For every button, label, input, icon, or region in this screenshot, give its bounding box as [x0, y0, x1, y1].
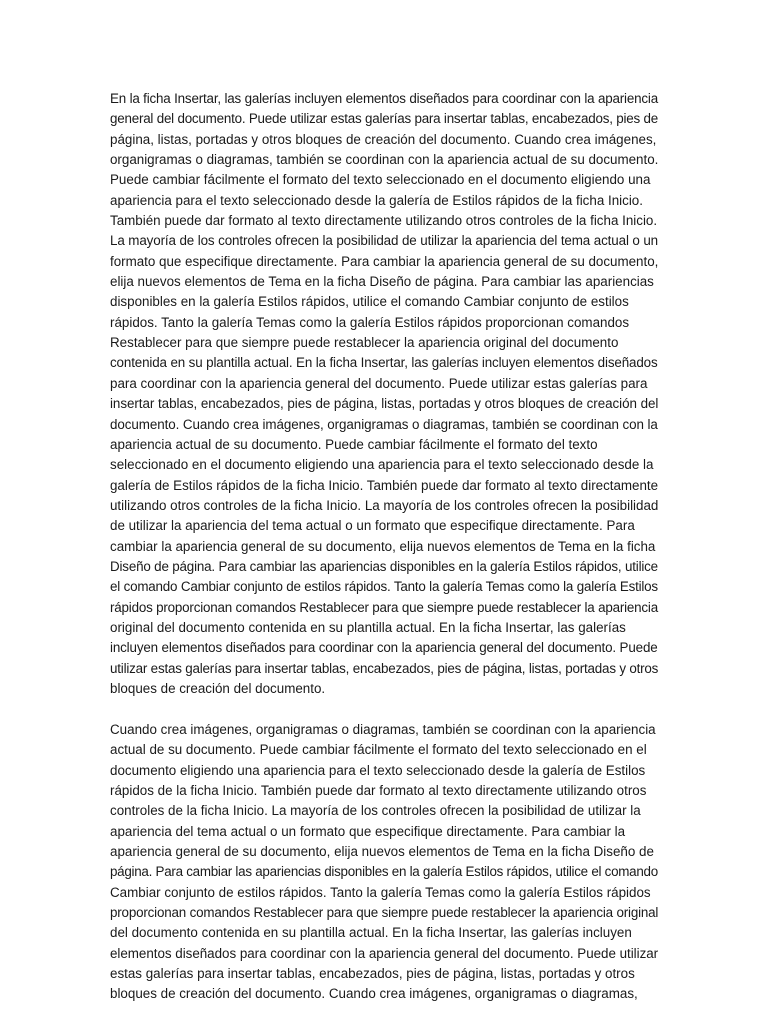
text-line: apariencia para el texto seleccionado desde la galería de Estilos rápidos de la ficha Inicio.	[110, 192, 643, 208]
text-line: elementos diseñados para coordinar con la apariencia general del documento. Puede utilizar	[110, 945, 659, 961]
text-line: La mayoría de los controles ofrecen la posibilidad de utilizar la apariencia del tema actual o un	[110, 233, 659, 249]
text-line: apariencia del tema actual o un formato que especifique directamente. Para cambiar la	[110, 823, 626, 839]
text-line: utilizar estas galerías para insertar tablas, encabezados, pies de página, listas, portadas y otros	[110, 660, 659, 676]
text-line: estas galerías para insertar tablas, encabezados, pies de página, listas, portadas y otros	[110, 965, 635, 981]
text-line: para coordinar con la apariencia general del documento. Puede utilizar estas galerías para	[110, 375, 648, 391]
text-line: página, listas, portadas y otros bloques de creación del documento. Cuando crea imágenes,	[110, 131, 657, 147]
text-line: seleccionado en el documento eligiendo una apariencia para el texto seleccionado desde la	[110, 457, 654, 473]
text-line: También puede dar formato al texto directamente utilizando otros controles de la ficha Inicio.	[110, 213, 658, 229]
text-line: cambiar la apariencia general de su documento, elija nuevos elementos de Tema en la ficha	[110, 538, 656, 554]
text-line: bloques de creación del documento. Cuando crea imágenes, organigramas o diagramas,	[110, 986, 638, 1002]
text-line: disponibles en la galería Estilos rápidos, utilice el comando Cambiar conjunto de estilos	[110, 294, 629, 310]
text-line: utilizando otros controles de la ficha Inicio. La mayoría de los controles ofrecen la posibilidad	[110, 497, 659, 513]
text-line: Diseño de página. Para cambiar las apariencias disponibles en la galería Estilos rápidos, utilice	[110, 558, 658, 574]
text-line: original del documento contenida en su plantilla actual. En la ficha Insertar, las galerías	[110, 619, 626, 635]
text-line: general del documento. Puede utilizar estas galerías para insertar tablas, encabezados, pies de	[110, 111, 658, 127]
text-line: actual de su documento. Puede cambiar fácilmente el formato del texto seleccionado en el	[110, 742, 647, 758]
text-line: Cambiar conjunto de estilos rápidos. Tanto la galería Temas como la galería Estilos rápidos	[110, 884, 651, 900]
paragraph-2	[110, 720, 658, 1005]
text-line: bloques de creación del documento.	[110, 680, 326, 696]
document-body	[110, 89, 658, 1005]
text-line: página. Para cambiar las apariencias disponibles en la galería Estilos rápidos, utilice el comando	[110, 864, 658, 880]
text-line: rápidos de la ficha Inicio. También puede dar formato al texto directamente utilizando otros	[110, 782, 647, 798]
text-line: apariencia actual de su documento. Puede cambiar fácilmente el formato del texto	[110, 436, 598, 452]
text-line: Restablecer para que siempre puede restablecer la apariencia original del documento	[110, 335, 619, 351]
paragraph-1	[110, 89, 658, 699]
text-line: incluyen elementos diseñados para coordinar con la apariencia general del documento. Puede	[110, 640, 658, 656]
paragraph-spacing	[110, 699, 658, 720]
text-line: organigramas o diagramas, también se coordinan con la apariencia actual de su documento.	[110, 152, 659, 168]
text-line: rápidos. Tanto la galería Temas como la galería Estilos rápidos proporcionan comandos	[110, 314, 630, 330]
text-line: galería de Estilos rápidos de la ficha Inicio. También puede dar formato al texto directamente	[110, 477, 659, 493]
text-line: Cuando crea imágenes, organigramas o diagramas, también se coordinan con la apariencia	[110, 721, 656, 737]
text-line: proporcionan comandos Restablecer para que siempre puede restablecer la apariencia original	[110, 904, 659, 920]
text-line: apariencia general de su documento, elija nuevos elementos de Tema en la ficha Diseño de	[110, 843, 654, 859]
text-line: Puede cambiar fácilmente el formato del texto seleccionado en el documento eligiendo una	[110, 172, 651, 188]
text-line: En la ficha Insertar, las galerías incluyen elementos diseñados para coordinar con la apariencia	[110, 91, 658, 106]
text-line: documento eligiendo una apariencia para el texto seleccionado desde la galería de Estilos	[110, 762, 646, 778]
text-line: del documento contenida en su plantilla actual. En la ficha Insertar, las galerías incluyen	[110, 925, 632, 941]
text-line: de utilizar la apariencia del tema actual o un formato que especifique directamente. Para	[110, 518, 635, 534]
text-line: formato que especifique directamente. Para cambiar la apariencia general de su documento,	[110, 253, 659, 269]
text-line: el comando Cambiar conjunto de estilos rápidos. Tanto la galería Temas como la galería Estilos	[110, 579, 658, 595]
text-line: elija nuevos elementos de Tema en la ficha Diseño de página. Para cambiar las apariencias	[110, 274, 654, 290]
text-line: controles de la ficha Inicio. La mayoría de los controles ofrecen la posibilidad de utilizar la	[110, 803, 641, 819]
text-line: rápidos proporcionan comandos Restablecer para que siempre puede restablecer la apariencia	[110, 599, 658, 615]
text-line: contenida en su plantilla actual. En la ficha Insertar, las galerías incluyen elementos diseñados	[110, 355, 658, 371]
text-line: insertar tablas, encabezados, pies de página, listas, portadas y otros bloques de creación del	[110, 396, 659, 412]
text-line: documento. Cuando crea imágenes, organigramas o diagramas, también se coordinan con la	[110, 416, 658, 432]
